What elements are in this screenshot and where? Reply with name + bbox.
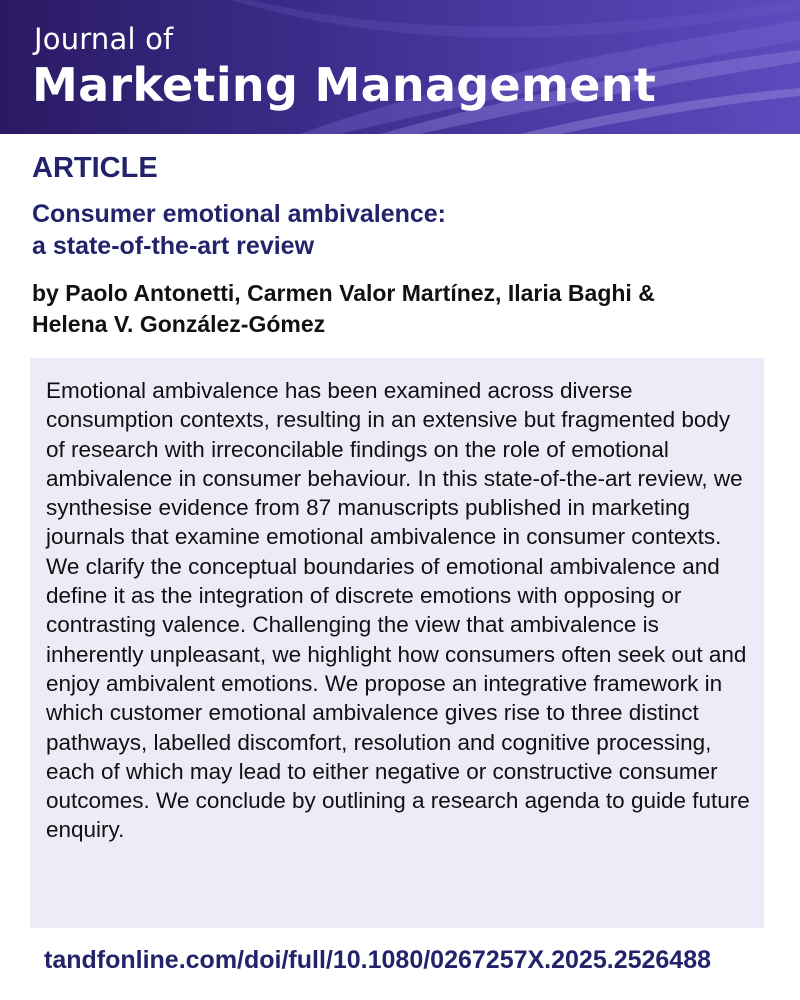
article-title-line-2: a state-of-the-art review [32,232,315,260]
abstract-box [30,358,764,928]
article-title [32,198,772,262]
authors-line-2: Helena V. González-Gómez [32,311,326,337]
doi-link[interactable]: tandfonline.com/doi/full/10.1080/0267257X.2025.2526488 [44,946,712,974]
journal-prefix: Journal of [34,22,174,56]
abstract-text: Emotional ambivalence has been examined across diverse consumption contexts, resulting in an extensive but fragmented body of research with irreconcilable findings on the role of emotional ambivalence in consumer behaviour. In this state-of-the-art review, we synthesise evidence from 87 manuscripts published in marketing journals that examine emotional ambivalence in consumer contexts. We clarify the conceptual boundaries of emotional ambivalence and define it as the integration of discrete emotions with opposing or contrasting valence. Challenging the view that ambivalence is inherently unpleasant, we highlight how consumers often seek out and enjoy ambivalent emotions. We propose an integrative framework in which customer emotional ambivalence gives rise to three distinct pathways, labelled discomfort, resolution and cognitive processing, each of which may lead to either negative or constructive consumer outcomes. We conclude by outlining a research agenda to guide future enquiry. [46,378,750,843]
article-type-label: ARTICLE [32,152,158,184]
article-authors [32,278,782,340]
authors-line-1: by Paolo Antonetti, Carmen Valor Martínez, Ilaria Baghi & [32,280,655,306]
article-title-line-1: Consumer emotional ambivalence: [32,200,447,228]
journal-name: Marketing Management [32,58,657,112]
journal-header-banner [0,0,800,134]
